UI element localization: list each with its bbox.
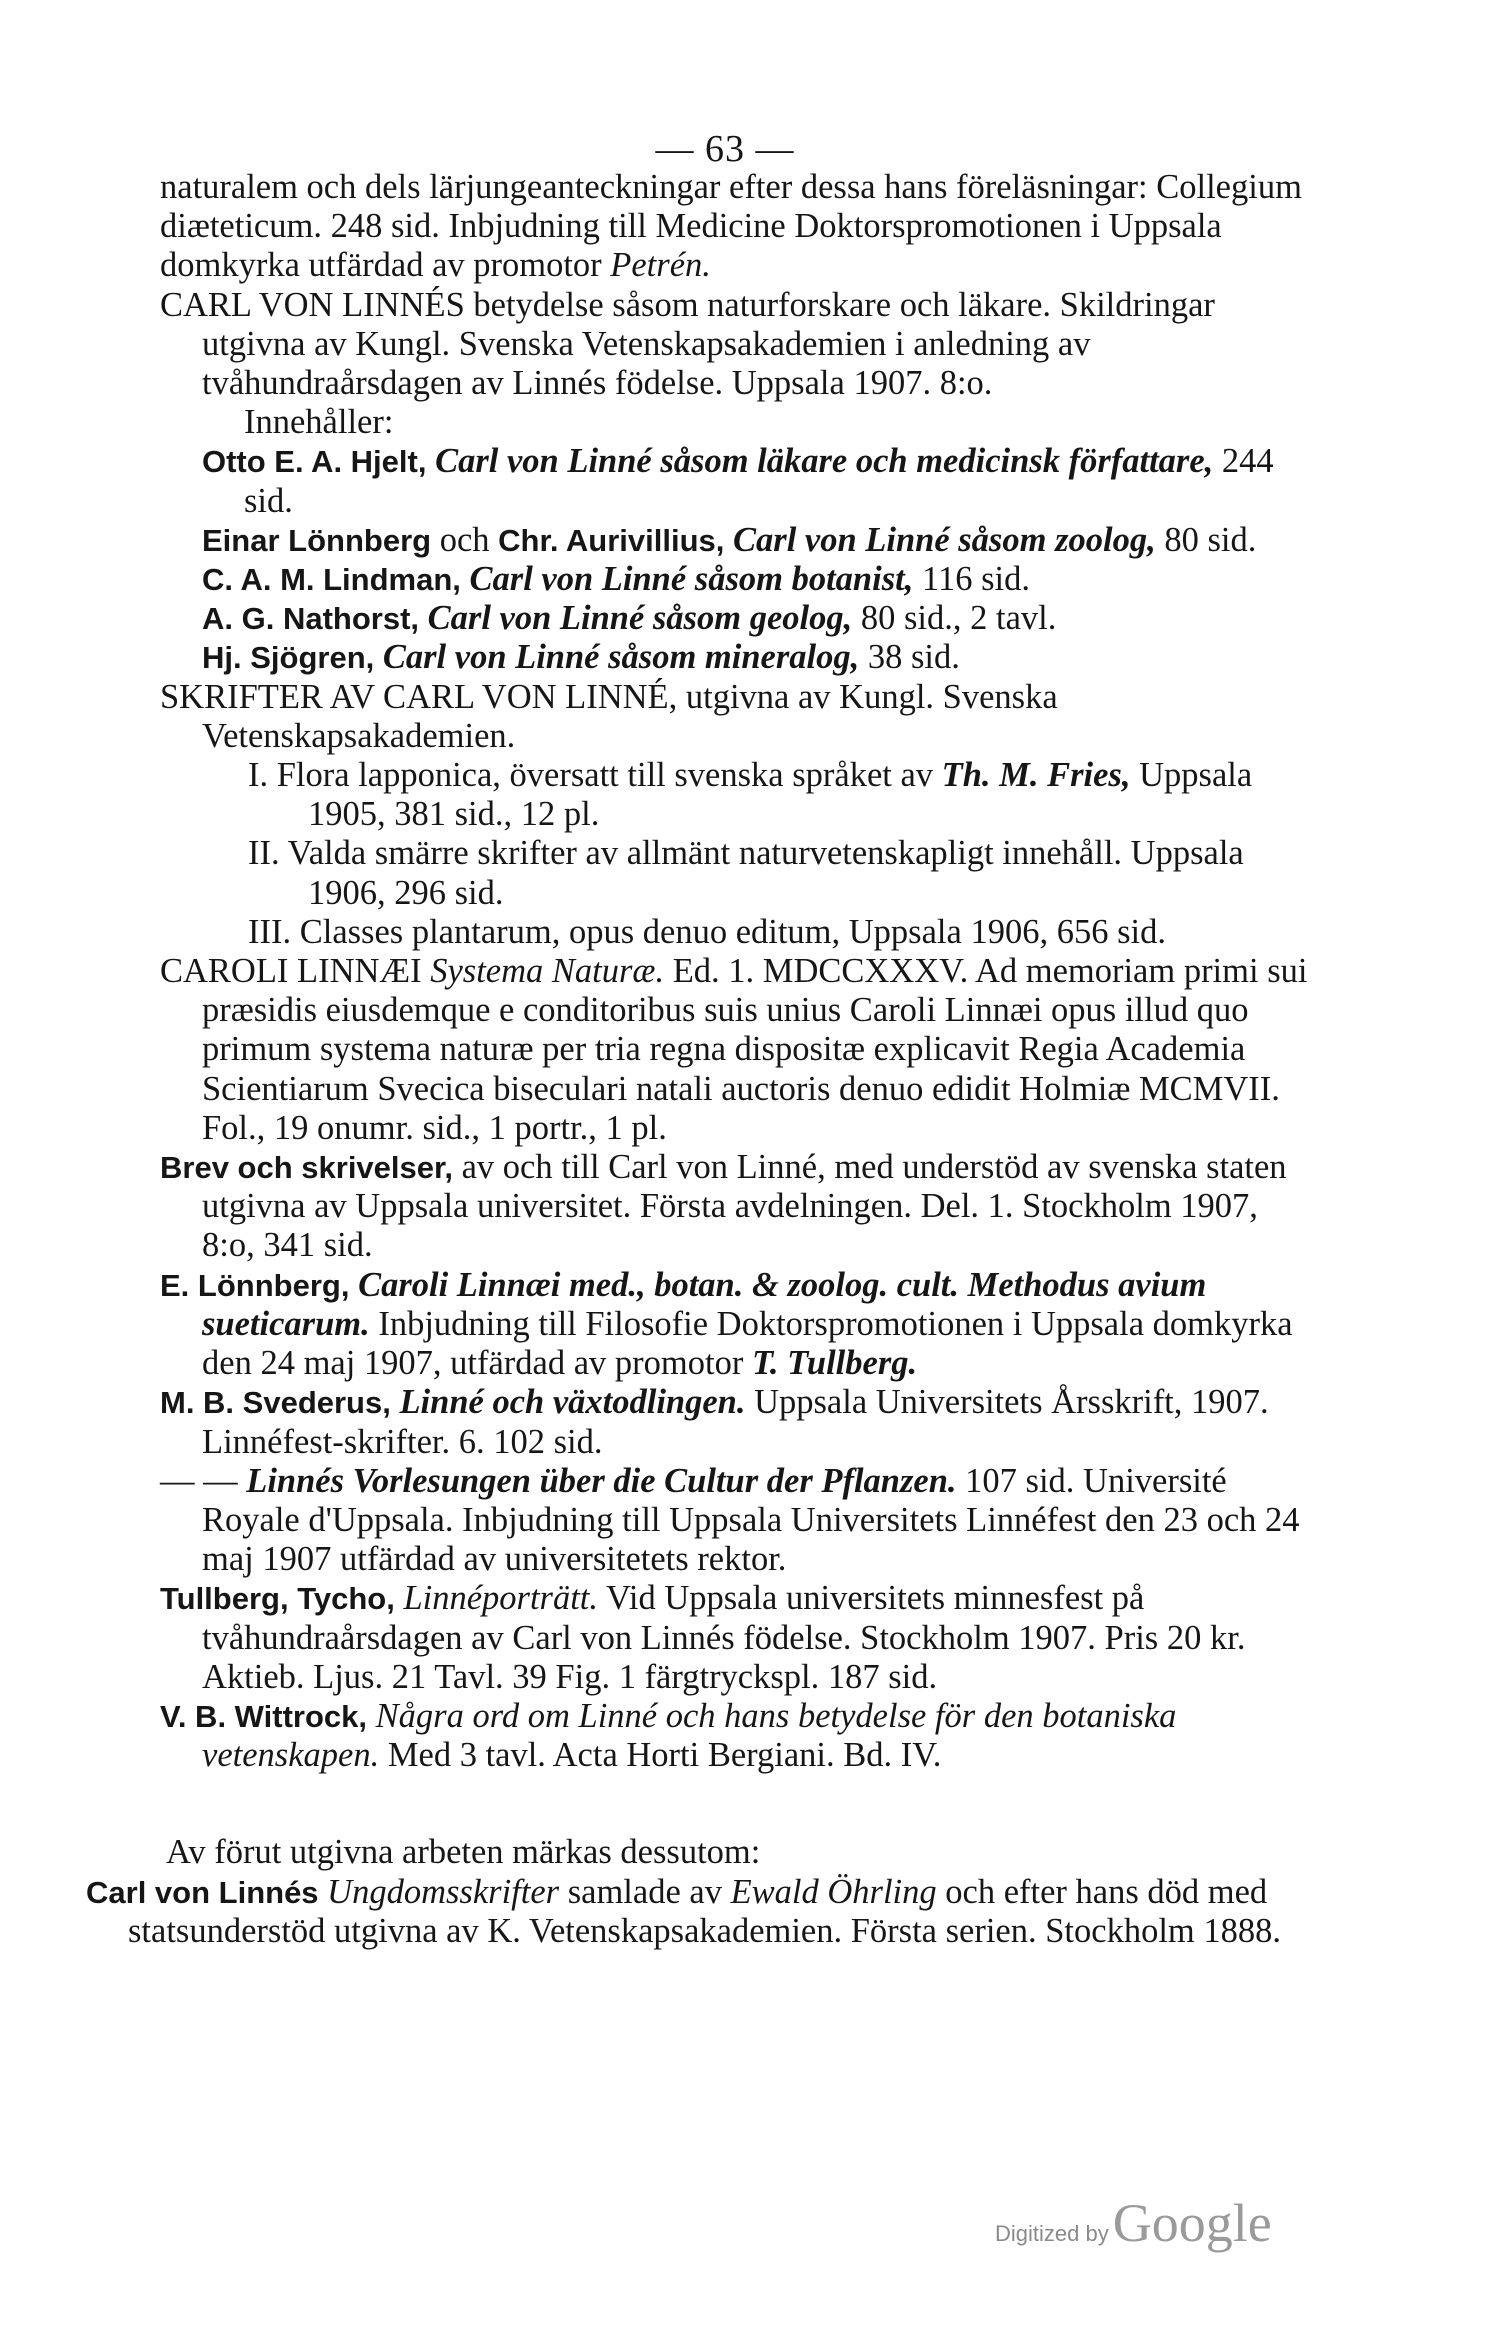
- entry-skrifter-head: SKRIFTER AV CARL VON LINNÉ, utgivna av Kungl. Svenska Vetenskapsakademien.: [160, 677, 1058, 755]
- entry-caroli-linnaei: CAROLI LINNÆI Systema Naturæ. Ed. 1. MDCCXXXV. Ad memoriam primi sui præsidis eiusdemque e conditoribus suis unius Caroli Linnæi opus illud quo primum systema naturæ per tria regna dispositæ explicavit Regia Academia Scientiarum Svecica biseculari natali auctoris denuo edidit Holmiæ MCMVII. Fol., 19 onumr. sid., 1 portr., 1 pl.: [160, 952, 1308, 1147]
- entry-carl-von-linnes-betydelse: CARL VON LINNÉS betydelse såsom naturforskare och läkare. Skildringar utgivna av Kungl. Svenska Vetenskapsakademien i anledning av tvåhundraårsdagen av Linnés födelse. Uppsala 1907. 8:o.: [160, 285, 1215, 403]
- skrifter-item: III. Classes plantarum, opus denuo editum, Uppsala 1906, 656 sid.: [248, 912, 1166, 951]
- google-logo: Google: [1112, 2193, 1272, 2253]
- entry-svederus: M. B. Svederus, Linné och växtodlingen. Uppsala Universitets Årsskrift, 1907. Linnéfest-skrifter. 6. 102 sid.: [160, 1383, 1269, 1461]
- contents-item: Einar Lönnberg och Chr. Aurivillius, Carl von Linné såsom zoolog, 80 sid.: [202, 520, 1257, 559]
- bibliography-text: [86, 168, 1310, 1951]
- contents-item: A. G. Nathorst, Carl von Linné såsom geolog, 80 sid., 2 tavl.: [202, 599, 1057, 638]
- page-number: — 63 —: [655, 128, 795, 170]
- entry-tullberg: Tullberg, Tycho, Linnéporträtt. Vid Uppsala universitets minnesfest på tvåhundraårsdagen av Carl von Linnés födelse. Stockholm 1907. Pris 20 kr. Aktieb. Ljus. 21 Tavl. 39 Fig. 1 färgtryckspl. 187 sid.: [160, 1579, 1246, 1696]
- skrifter-item: II. Valda smärre skrifter av allmänt naturvetenskapligt innehåll. Uppsala 1906, 296 sid.: [248, 834, 1244, 912]
- contents-item: Otto E. A. Hjelt, Carl von Linné såsom läkare och medicinsk författare, 244 sid.: [202, 442, 1274, 520]
- entry-vorlesungen: — — Linnés Vorlesungen über die Cultur der Pflanzen. 107 sid. Université Royale d'Uppsala. Inbjudning till Uppsala Universitets Linnéfest den 23 och 24 maj 1907 utfärdad av universitetets rektor.: [160, 1461, 1300, 1579]
- entry-continuation: naturalem och dels lärjungeanteckningar efter dessa hans föreläsningar: Collegium diæteticum. 248 sid. Inbjudning till Medicine Doktorspromotionen i Uppsala domkyrka utfärdad av promotor Petrén.: [160, 168, 1302, 285]
- entry-brev: Brev och skrivelser, av och till Carl von Linné, med understöd av svenska staten utgivna av Uppsala universitet. Första avdelningen. Del. 1. Stockholm 1907, 8:o, 341 sid.: [160, 1148, 1287, 1265]
- skrifter-item: I. Flora lapponica, översatt till svenska språket av Th. M. Fries, Uppsala 1905, 381 sid., 12 pl.: [248, 756, 1253, 834]
- contents-item: C. A. M. Lindman, Carl von Linné såsom botanist, 116 sid.: [202, 560, 1030, 599]
- section-gap: [160, 1775, 1310, 1833]
- entry-ungdomsskrifter: Carl von Linnés Ungdomsskrifter samlade av Ewald Öhrling och efter hans död med statsunderstöd utgivna av K. Vetenskapsakademien. Första serien. Stockholm 1888.: [86, 1872, 1282, 1950]
- also-heading: Av förut utgivna arbeten märkas dessutom:: [166, 1833, 761, 1872]
- contents-heading: Innehåller:: [244, 403, 394, 442]
- entry-wittrock: V. B. Wittrock, Några ord om Linné och hans betydelse för den botaniska vetenskapen. Med 3 tavl. Acta Horti Bergiani. Bd. IV.: [160, 1696, 1177, 1775]
- digitized-by-google-watermark: Digitized by Google: [995, 2193, 1272, 2253]
- contents-item: Hj. Sjögren, Carl von Linné såsom mineralog, 38 sid.: [202, 638, 960, 677]
- entry-lonnberg: E. Lönnberg, Caroli Linnæi med., botan. & zoolog. cult. Methodus avium sueticarum. Inbjudning till Filosofie Doktorspromotionen i Uppsala domkyrka den 24 maj 1907, utfärdad av promotor T. Tullberg.: [160, 1265, 1293, 1383]
